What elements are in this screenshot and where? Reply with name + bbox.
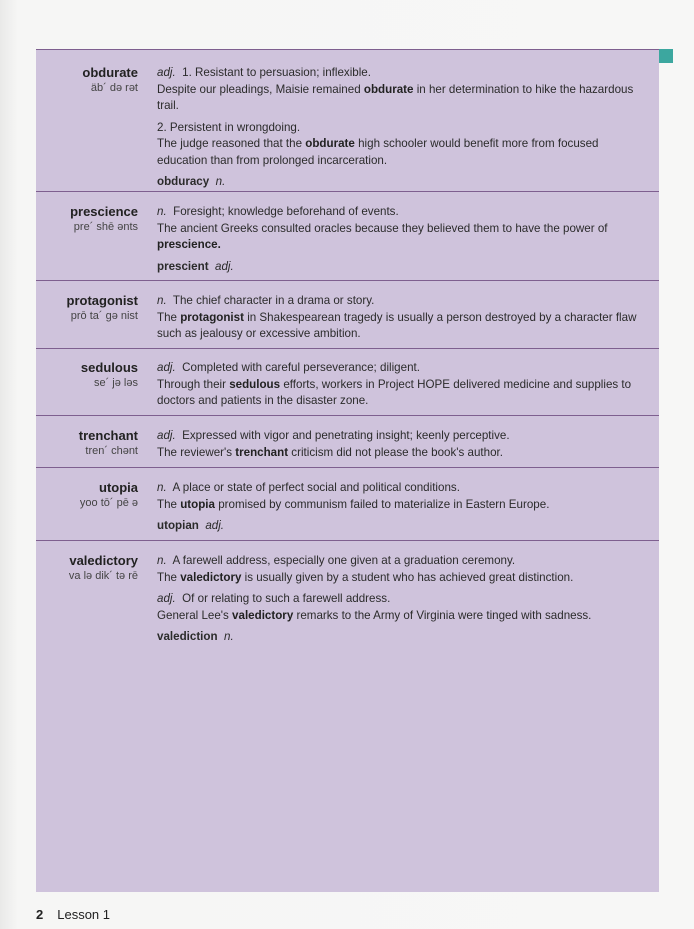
related-form: obduracy n. (157, 175, 226, 188)
example-sentence: The protagonist in Shakespearean tragedy is usually a person destroyed by a character flaw such as jealousy or excessive ambition. (157, 310, 637, 340)
related-form: prescient adj. (157, 259, 234, 273)
entry-word: utopia (99, 480, 138, 495)
example-sentence: The reviewer's trenchant criticism did not please the book's author. (157, 445, 503, 459)
sense (157, 204, 637, 254)
entry-protagonist (36, 280, 659, 349)
example-keyword: prescience. (157, 238, 221, 251)
entry-pronunciation: tren´ chənt (85, 445, 138, 457)
entry-trenchant (36, 415, 659, 468)
sense (157, 591, 637, 624)
example-sentence: Despite our pleadings, Maisie remained obdurate in her determination to hike the hazardous trail. (157, 82, 634, 112)
entry-utopia (36, 467, 659, 541)
definition-text: A place or state of perfect social and political conditions. (172, 481, 460, 494)
example-sentence: The utopia promised by communism failed to materialize in Eastern Europe. (157, 497, 550, 511)
entry-word: sedulous (80, 360, 138, 375)
entry-obdurate (36, 49, 659, 192)
definition (157, 204, 637, 221)
example-keyword: sedulous (229, 377, 281, 391)
definition-text: Completed with careful perseverance; diligent. (182, 361, 420, 374)
entry-pronunciation: prō ta´ gə nist (70, 310, 138, 322)
definition (157, 293, 637, 310)
entry-pronunciation: yoo tō´ pē ə (79, 497, 138, 509)
part-of-speech: n. (157, 481, 167, 494)
sense (157, 480, 637, 513)
sense (157, 428, 637, 461)
accent-tab (659, 49, 673, 63)
sense (157, 360, 637, 410)
part-of-speech: n. (157, 205, 167, 218)
sense (157, 120, 637, 170)
example-keyword: obdurate (305, 137, 355, 150)
related-form: utopian adj. (157, 519, 225, 532)
example-sentence: General Lee's valedictory remarks to the Army of Virginia were tinged with sadness. (157, 608, 592, 622)
part-of-speech: adj. (157, 66, 176, 79)
example-sentence: Through their sedulous efforts, workers in Project HOPE delivered medicine and supplies to doctors and patients in the disaster zone. (157, 377, 632, 407)
page-footer (36, 907, 110, 922)
entry-valedictory (36, 540, 659, 893)
entry-word: obdurate (82, 65, 138, 80)
related-form: valediction n. (157, 630, 234, 643)
example-keyword: valedictory (232, 608, 294, 622)
lesson-label: Lesson 1 (57, 907, 110, 922)
entry-word: trenchant (78, 428, 138, 443)
example-keyword: obdurate (363, 82, 414, 96)
entry-sedulous (36, 348, 659, 416)
entry-word: valedictory (69, 553, 138, 568)
part-of-speech: adj. (157, 592, 176, 605)
definition-text: 2. Persistent in wrongdoing. (157, 120, 301, 134)
sense (157, 293, 637, 343)
part-of-speech: adj. (157, 361, 176, 374)
example-keyword: utopia (180, 497, 215, 511)
entry-word: prescience (70, 204, 138, 219)
definition-text: 1. Resistant to persuasion; inflexible. (182, 66, 371, 79)
part-of-speech: adj. (157, 429, 176, 442)
definition (157, 591, 637, 608)
definition-text: Of or relating to such a farewell address. (182, 592, 391, 605)
definition (157, 553, 637, 570)
example-keyword: trenchant (235, 445, 289, 459)
definition (157, 428, 637, 445)
definition (157, 480, 637, 497)
definition (157, 120, 637, 137)
sense (157, 553, 637, 586)
entry-pronunciation: pre´ shē ənts (73, 221, 138, 233)
definition (157, 65, 637, 82)
example-sentence: The judge reasoned that the obdurate high schooler would benefit more from focused education than from prolonged incarceration. (157, 137, 599, 167)
example-sentence: The ancient Greeks consulted oracles because they believed them to have the power of prescience. (157, 221, 608, 251)
definition-text: Expressed with vigor and penetrating insight; keenly perceptive. (182, 429, 510, 442)
entry-prescience (36, 191, 659, 281)
definition-text: A farewell address, especially one given at a graduation ceremony. (172, 554, 516, 567)
part-of-speech: n. (157, 554, 167, 567)
entry-pronunciation: va lə dik´ tə rē (68, 570, 138, 582)
example-keyword: valedictory (180, 570, 242, 584)
example-sentence: The valedictory is usually given by a student who has achieved great distinction. (157, 570, 574, 584)
part-of-speech: n. (157, 294, 167, 307)
definition (157, 360, 637, 377)
definition-text: The chief character in a drama or story. (172, 294, 375, 307)
sense (157, 65, 637, 115)
page-number: 2 (36, 907, 44, 922)
entry-pronunciation: se´ jə ləs (93, 377, 138, 389)
entry-word: protagonist (66, 293, 138, 308)
entry-pronunciation: äb´ də rət (90, 82, 138, 94)
definition-text: Foresight; knowledge beforehand of events. (173, 205, 399, 218)
example-keyword: protagonist (180, 310, 244, 324)
